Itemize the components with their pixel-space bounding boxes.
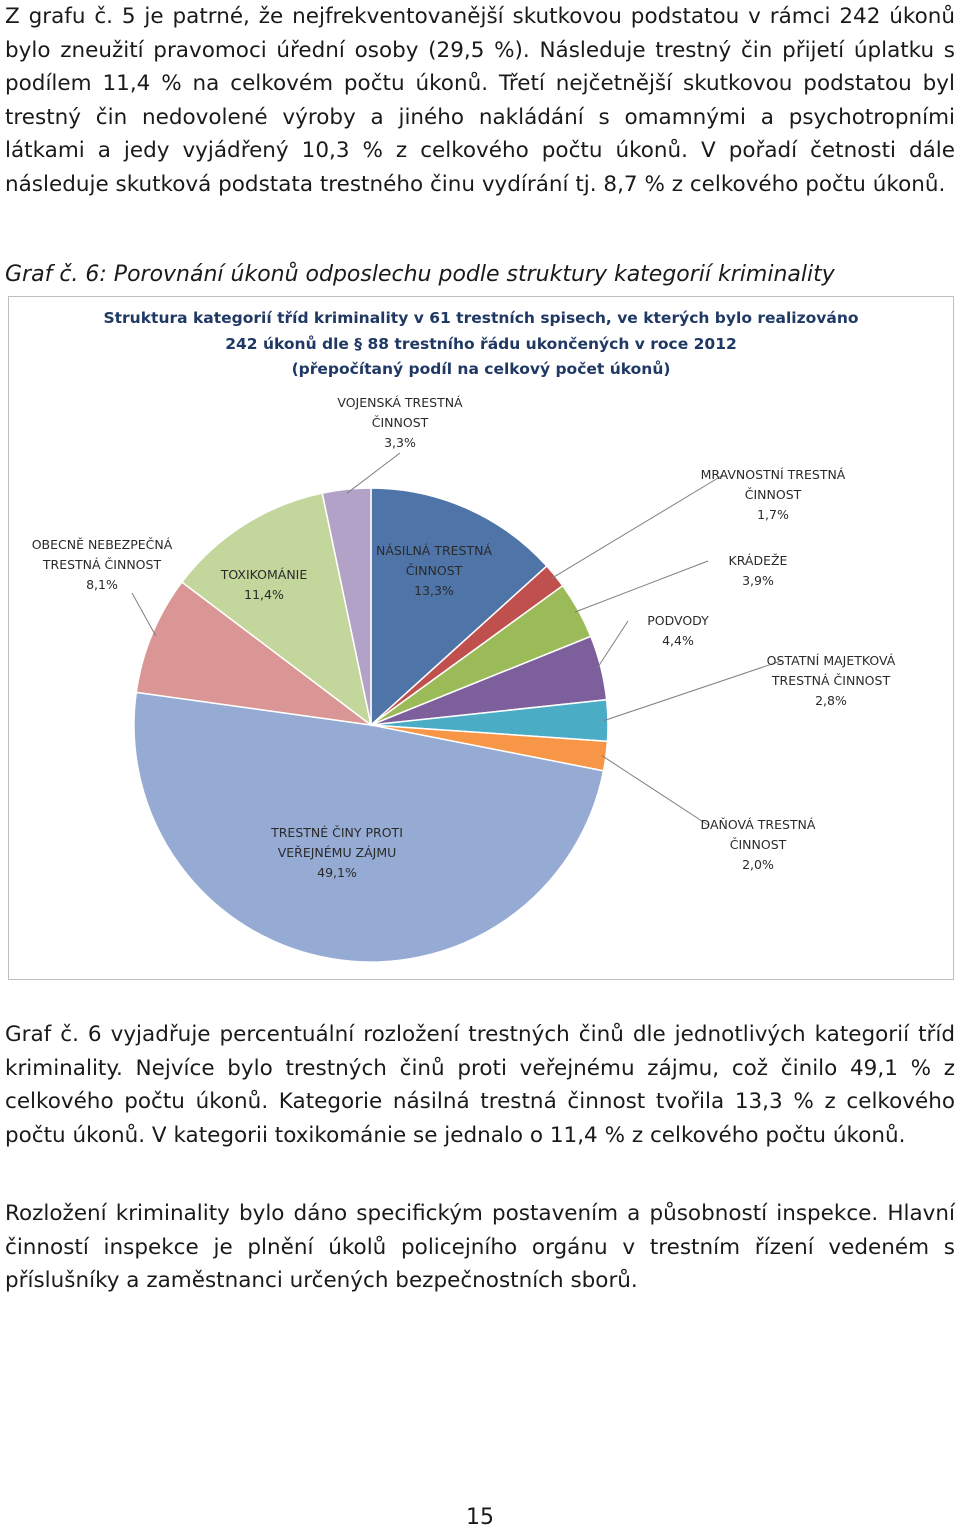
slice-name-label: TRESTNÁ ČINNOST [771,673,891,688]
leader-line [347,453,400,493]
slice-name-label: OBECNĚ NEBEZPEČNÁ [31,537,173,552]
slice-name-label: VOJENSKÁ TRESTNÁ [337,395,463,410]
slice-value-label: 3,3% [384,435,416,450]
slice-name-label: ČINNOST [405,563,463,578]
slice-value-label: 2,0% [742,857,774,872]
slice-name-label: KRÁDEŽE [728,553,788,568]
slice-name-label: ČINNOST [744,487,802,502]
leader-line [604,661,781,721]
slice-name-label: VEŘEJNÉMU ZÁJMU [277,845,397,860]
slice-name-label: MRAVNOSTNÍ TRESTNÁ [700,467,846,482]
leader-line [575,561,708,612]
slice-value-label: 4,4% [662,633,694,648]
page-number: 15 [466,1505,494,1530]
chart-title-line: Struktura kategorií tříd kriminality v 61 trestních spisech, ve kterých bylo realizováno [103,309,859,327]
slice-name-label: NÁSILNÁ TRESTNÁ [375,543,493,558]
pie-slices [134,488,608,962]
slice-name-label: ČINNOST [729,837,787,852]
leader-line [132,593,156,636]
slice-name-label: DAŇOVÁ TRESTNÁ [700,817,816,832]
slice-value-label: 11,4% [244,587,284,602]
leader-line [597,621,628,669]
chart-title-line: (přepočítaný podíl na celkový počet úkonů) [291,360,671,378]
chart-caption: Graf č. 6: Porovnání úkonů odposlechu podle struktury kategorií kriminality [5,262,835,287]
leader-line [602,756,708,825]
slice-value-label: 3,9% [742,573,774,588]
closing-paragraph: Rozložení kriminality bylo dáno specifickým postavením a působností inspekce. Hlavní činností inspekce je plnění úkolů policejního orgánu v trestním řízení vedeném s příslušníky a zaměstnanci určených bezpečnostních sborů. [5,1201,955,1293]
slice-name-label: ČINNOST [371,415,429,430]
chart-title-line: 242 úkonů dle § 88 trestního řádu ukončených v roce 2012 [225,335,737,353]
leader-line [552,475,723,578]
pie-chart [8,296,954,980]
slice-value-label: 8,1% [86,577,118,592]
slice-name-label: OSTATNÍ MAJETKOVÁ [766,653,896,668]
slice-value-label: 13,3% [414,583,454,598]
slice-name-label: TRESTNÁ ČINNOST [42,557,162,572]
slice-name-label: PODVODY [647,613,709,628]
slice-name-label: TOXIKOMÁNIE [220,567,308,582]
pie-chart-svg [9,297,955,981]
slice-name-label: TRESTNÉ ČINY PROTI [271,825,403,840]
after-chart-paragraph: Graf č. 6 vyjadřuje percentuální rozložení trestných činů dle jednotlivých kategorií tříd kriminality. Nejvíce bylo trestných činů proti veřejnému zájmu, což činilo 49,1 % z celkového počtu úkonů. Kategorie násilná trestná činnost tvořila 13,3 % z celkového počtu úkonů. V kategorii toxikománie se jednalo o 11,4 % z celkového počtu úkonů. [5,1022,955,1148]
slice-value-label: 1,7% [757,507,789,522]
slice-value-label: 49,1% [317,865,357,880]
chart-title [103,309,858,378]
intro-paragraph: Z grafu č. 5 je patrné, že nejfrekventovanější skutkovou podstatou v rámci 242 úkonů bylo zneužití pravomoci úřední osoby (29,5 %). Následuje trestný čin přijetí úplatku s podílem 11,4 % na celkovém počtu úkonů. Třetí nejčetnější skutkovou podstatou byl trestný čin nedovolené výroby a jiného nakládání s omamnými a psychotropními látkami a jedy vyjádřený 10,3 % z celkového počtu úkonů. V pořadí četnosti dále následuje skutková podstata trestného činu vydírání tj. 8,7 % z celkového počtu úkonů. [5,4,955,197]
slice-value-label: 2,8% [815,693,847,708]
